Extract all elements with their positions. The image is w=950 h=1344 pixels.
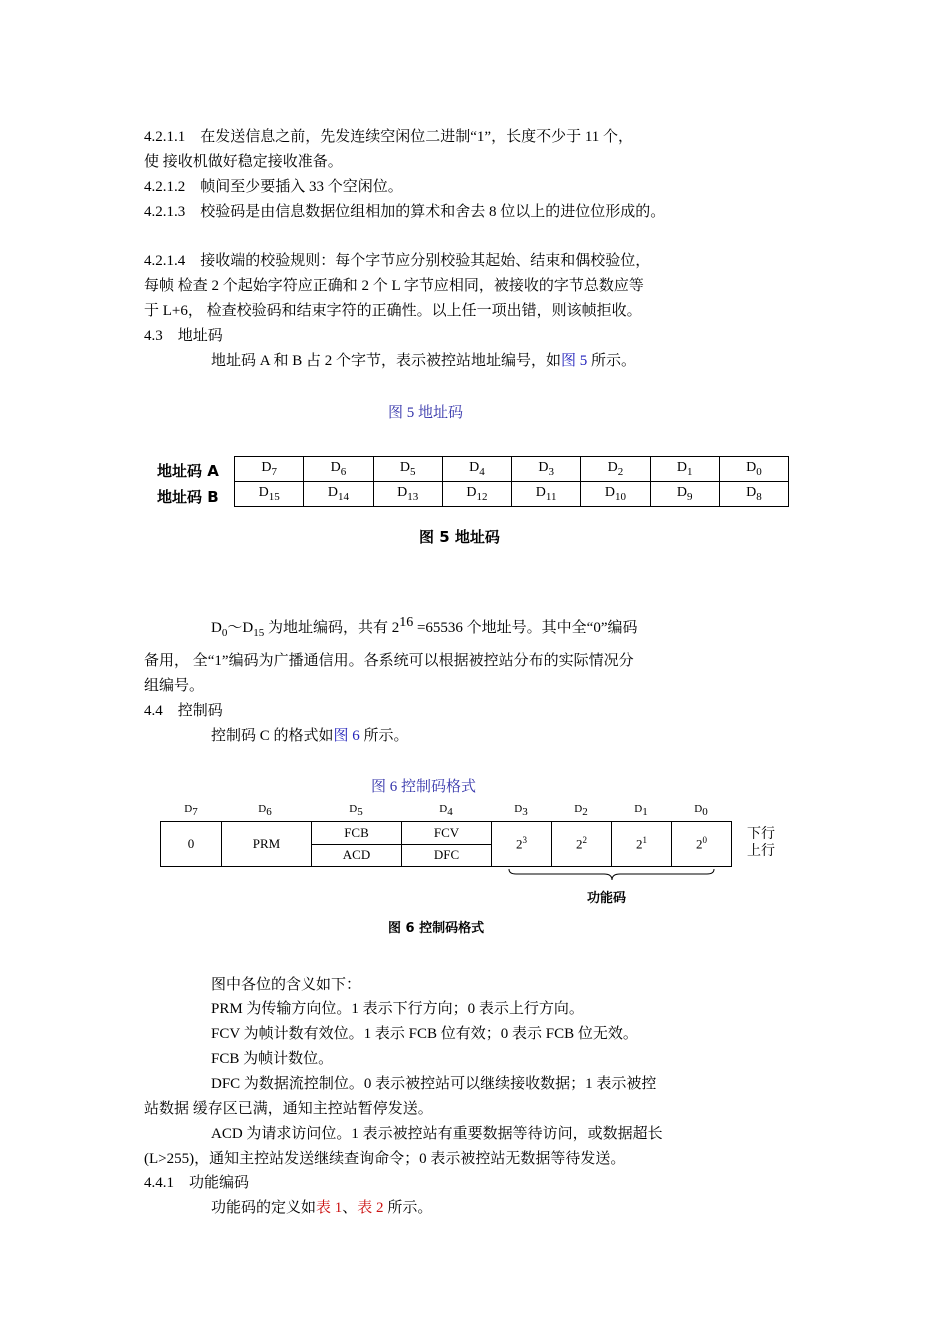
bit-label-d0: $D_0$ xyxy=(694,803,708,819)
addr-b-cell: $D_{10}$ xyxy=(581,482,650,507)
para-4-3 xyxy=(211,351,636,371)
bit-label-d3: $D_3$ xyxy=(514,803,528,819)
figure6-caption-link[interactable]: 图 6 控制码格式 xyxy=(371,779,477,795)
heading-4-4: 4.4 控制码 xyxy=(144,703,223,719)
cell-fcb: FCB xyxy=(312,822,402,845)
bit-label-d7: $D_7$ xyxy=(184,803,198,819)
cell-pow-0: $2^0$ xyxy=(672,822,732,867)
function-code-brace xyxy=(508,868,716,882)
direction-down-label: 下行 xyxy=(747,826,775,842)
figure5-ref-link[interactable]: 图 5 xyxy=(561,353,588,369)
heading-4-3: 4.3 地址码 xyxy=(144,328,223,344)
para-4-4-1-sep: 、 xyxy=(342,1200,358,1216)
direction-up-label: 上行 xyxy=(747,843,775,859)
para-4-4-text: 控制码 C 的格式如 xyxy=(211,728,334,744)
cell-pow-3: $2^3$ xyxy=(492,822,552,867)
figure6-ref-link[interactable]: 图 6 xyxy=(333,728,360,744)
cell-pow-2: $2^2$ xyxy=(552,822,612,867)
bit-label-d5: $D_5$ xyxy=(349,803,363,819)
addr-a-cell: $D_0$ xyxy=(719,457,788,482)
bit-label-d4: $D_4$ xyxy=(439,803,453,819)
address-code-table xyxy=(234,456,789,507)
addr-a-cell: $D_1$ xyxy=(650,457,719,482)
para-4-4 xyxy=(211,726,409,746)
addr-a-cell: $D_2$ xyxy=(581,457,650,482)
meaning-dfc-line1: DFC 为数据流控制位。0 表示被控站可以继续接收数据；1 表示被控 xyxy=(211,1076,657,1092)
para-4-4-tail: 所示。 xyxy=(359,728,409,744)
addr-a-cell: $D_3$ xyxy=(512,457,581,482)
para-4-4-1 xyxy=(211,1198,432,1218)
addr-b-cell: $D_{14}$ xyxy=(304,482,373,507)
meaning-prm: PRM 为传输方向位。1 表示下行方向；0 表示上行方向。 xyxy=(211,1001,584,1017)
meaning-intro: 图中各位的含义如下： xyxy=(211,977,362,993)
para-4214-line2: 每帧 检查 2 个起始字符应正确和 2 个 L 字节应相同，被接收的字节总数应等 xyxy=(144,278,644,294)
bit-label-d6: $D_6$ xyxy=(258,803,272,819)
table1-ref-link[interactable]: 表 1 xyxy=(316,1200,343,1216)
addr-b-cell: $D_8$ xyxy=(719,482,788,507)
para-4-4-1-text: 功能码的定义如 xyxy=(211,1200,317,1216)
figure6-caption: 图 6 控制码格式 xyxy=(388,921,485,936)
addr-b-cell: $D_{12}$ xyxy=(442,482,511,507)
addr-b-cell: $D_9$ xyxy=(650,482,719,507)
addr-a-cell: $D_6$ xyxy=(304,457,373,482)
para-4214-line3: 于 L+6， 检查校验码和结束字符的正确性。以上任一项出错，则该帧拒收。 xyxy=(144,303,642,319)
address-explain-line3: 组编号。 xyxy=(144,678,205,694)
address-range-text: $D_0\sim D_{15}$ 为地址编码，共有 $2^{16} =65536$ 个地址号。其中全“0”编码 xyxy=(211,615,638,639)
para-4211-line2: 使 接收机做好稳定接收准备。 xyxy=(144,154,343,170)
control-code-table xyxy=(160,821,732,867)
address-a-row xyxy=(235,457,789,482)
cell-d7-value: 0 xyxy=(161,822,222,867)
para-4213: 4.2.1.3 校验码是由信息数据位组相加的算术和舍去 8 位以上的进位位形成的。 xyxy=(144,204,666,220)
para-4-4-1-tail: 所示。 xyxy=(383,1200,433,1216)
bit-label-d2: $D_2$ xyxy=(574,803,588,819)
addr-b-cell: $D_{11}$ xyxy=(512,482,581,507)
table2-ref-link[interactable]: 表 2 xyxy=(357,1200,384,1216)
meaning-dfc-line2: 站数据 缓存区已满，通知主控站暂停发送。 xyxy=(144,1101,433,1117)
para-4-3-text: 地址码 A 和 B 占 2 个字节，表示被控站地址编号，如 xyxy=(211,353,562,369)
address-b-label: 地址码 B xyxy=(157,488,219,506)
cell-fcv: FCV xyxy=(402,822,492,845)
para-4212: 4.2.1.2 帧间至少要插入 33 个空闲位。 xyxy=(144,179,403,195)
addr-a-cell: $D_7$ xyxy=(235,457,304,482)
address-explain-line2: 备用， 全“1”编码为广播通信用。各系统可以根据被控站分布的实际情况分 xyxy=(144,653,634,669)
figure5-caption: 图 5 地址码 xyxy=(419,528,500,546)
para-4211-line1: 4.2.1.1 在发送信息之前，先发连续空闲位二进制“1”，长度不少于 11 个， xyxy=(144,129,634,145)
addr-b-cell: $D_{15}$ xyxy=(235,482,304,507)
addr-b-cell: $D_{13}$ xyxy=(373,482,442,507)
address-a-label: 地址码 A xyxy=(157,462,219,480)
function-code-label: 功能码 xyxy=(587,891,627,906)
addr-a-cell: $D_5$ xyxy=(373,457,442,482)
meaning-fcb: FCB 为帧计数位。 xyxy=(211,1051,334,1067)
figure5-caption-link[interactable]: 图 5 地址码 xyxy=(388,405,464,421)
bit-label-d1: $D_1$ xyxy=(634,803,648,819)
cell-pow-1: $2^1$ xyxy=(612,822,672,867)
meaning-acd-line1: ACD 为请求访问位。1 表示被控站有重要数据等待访问，或数据超长 xyxy=(211,1126,663,1142)
para-4-3-tail: 所示。 xyxy=(587,353,637,369)
addr-a-cell: $D_4$ xyxy=(442,457,511,482)
para-4214-line1: 4.2.1.4 接收端的校验规则：每个字节应分别校验其起始、结束和偶校验位， xyxy=(144,253,651,269)
meaning-fcv: FCV 为帧计数有效位。1 表示 FCB 位有效；0 表示 FCB 位无效。 xyxy=(211,1026,638,1042)
meaning-acd-line2: (L>255)，通知主控站发送继续查询命令；0 表示被控站无数据等待发送。 xyxy=(144,1151,626,1167)
cell-prm: PRM xyxy=(222,822,312,867)
cell-dfc: DFC xyxy=(402,844,492,867)
heading-4-4-1: 4.4.1 功能编码 xyxy=(144,1175,250,1191)
cell-acd: ACD xyxy=(312,844,402,867)
address-b-row xyxy=(235,482,789,507)
